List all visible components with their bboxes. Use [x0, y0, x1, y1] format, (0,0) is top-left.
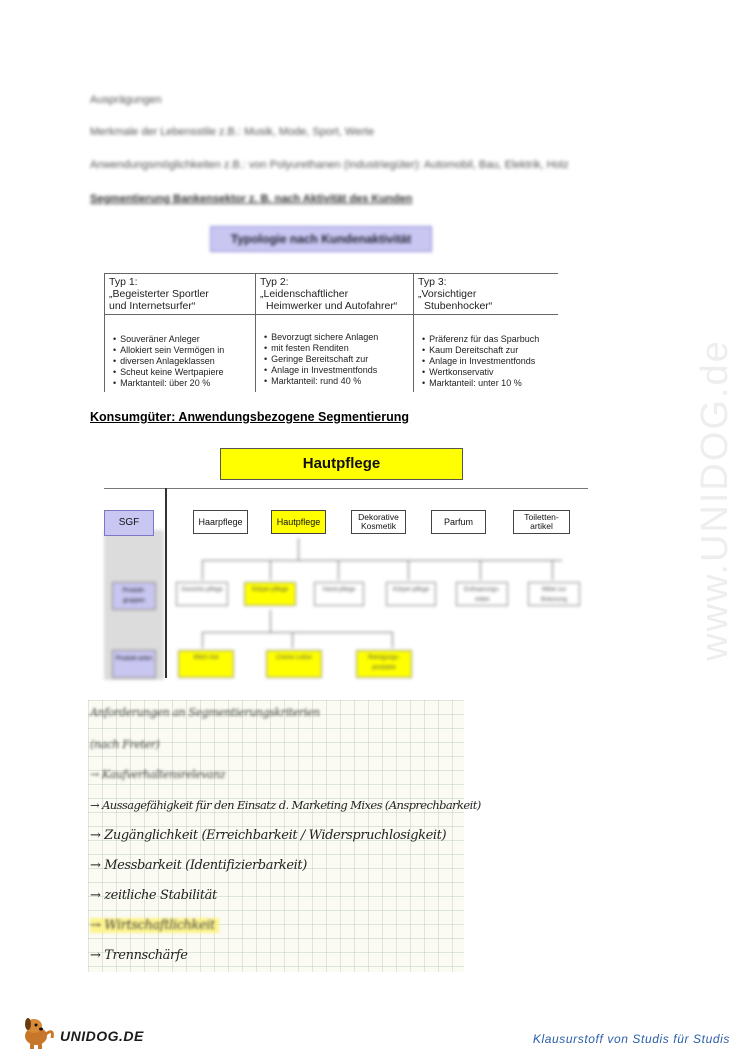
connector	[338, 560, 339, 580]
note-line-2: (nach Freter)	[90, 738, 160, 751]
connector	[298, 538, 299, 560]
typology-divider	[256, 314, 413, 315]
typology-head-2	[260, 276, 397, 312]
connector	[292, 632, 293, 648]
list-item: • Kaum Dereitschaft zur	[422, 345, 539, 356]
typ2-head-line: Heimwerker und Autofahrer“	[266, 300, 398, 312]
intro-line-3: Anwendungsmöglichkeiten z.B.: von Polyurethanen (Industriegüter): Automobil, Bau, Elektrik, Holz	[90, 159, 569, 171]
list-item: • Wertkonservativ	[422, 367, 539, 378]
product-type-box: Reinigungs-produkte	[356, 650, 412, 678]
typology-list-1	[113, 334, 224, 389]
sgf-item-parfum: Parfum	[431, 510, 486, 534]
diagram-product-tree	[104, 538, 588, 683]
product-type-box: Creme Lotion	[266, 650, 322, 678]
typ3-head-line: „Vorsichtiger	[418, 288, 477, 300]
typology-divider	[105, 314, 255, 315]
typology-column-1	[104, 274, 256, 392]
typology-table	[104, 273, 558, 392]
typology-title: Typologie nach Kundenaktivität	[210, 226, 432, 252]
sgf-item-haarpflege: Haarpflege	[193, 510, 248, 534]
list-item: • Scheut keine Wertpapiere	[113, 367, 224, 378]
connector	[270, 560, 271, 580]
logo-text: UNIDOG.DE	[60, 1028, 144, 1044]
sgf-label: SGF	[104, 510, 154, 536]
note-line-5: → Zugänglichkeit (Erreichbarkeit / Widerspruchlosigkeit)	[90, 828, 447, 843]
list-item: • Präferenz für das Sparbuch	[422, 334, 539, 345]
section-heading-consumer: Konsumgüter: Anwendungsbezogene Segmentierung	[90, 410, 409, 424]
note-line-1: Anforderungen an Segmentierungskriterien	[90, 706, 320, 719]
typology-column-3	[414, 274, 558, 392]
intro-line-4: Segmentierung Bankensektor z. B. nach Aktivität des Kunden	[90, 193, 413, 205]
top-box-hautpflege: Hautpflege	[220, 448, 463, 480]
typ1-head-line: „Begeisterter Sportler	[109, 288, 209, 300]
product-group-box: Gesichts-pflege	[176, 582, 228, 606]
product-group-box: Hand-pflege	[314, 582, 364, 606]
list-item: • Marktanteil: rund 40 %	[264, 376, 378, 387]
connector	[202, 632, 392, 633]
note-line-6: → Messbarkeit (Identifizierbarkeit)	[90, 858, 307, 873]
connector	[270, 610, 271, 632]
row-label-product-groups: Produkt-gruppen	[112, 582, 156, 610]
product-group-box: Mittel zur Bräunung	[528, 582, 580, 606]
list-item: • Anlage in Investmentfonds	[422, 356, 539, 367]
list-item: • Souveräner Anleger	[113, 334, 224, 345]
connector	[392, 632, 393, 648]
list-item: • Bevorzugt sichere Anlagen	[264, 332, 378, 343]
typology-head-1	[109, 276, 209, 312]
list-item: • Marktanteil: unter 10 %	[422, 378, 539, 389]
product-group-box: Enthaarungs-mittel	[456, 582, 508, 606]
connector	[202, 560, 203, 580]
typ2-head-line: „Leidenschaftlicher	[260, 288, 349, 300]
typ3-head-line: Stubenhocker“	[424, 300, 493, 312]
connector	[202, 560, 562, 561]
intro-line-1: Ausprägungen	[90, 94, 162, 106]
typ2-head-line: Typ 2:	[260, 276, 289, 288]
sgf-item-hautpflege: Hautpflege	[271, 510, 326, 534]
note-line-9: → Trennschärfe	[90, 948, 188, 963]
typology-divider	[414, 314, 558, 315]
product-group-box: Körper-pflege	[386, 582, 436, 606]
typ3-head-line: Typ 3:	[418, 276, 447, 288]
diagram-divider	[104, 488, 588, 489]
dog-icon	[22, 1014, 62, 1050]
product-type-box: Milch Gel	[178, 650, 234, 678]
typology-head-3	[418, 276, 492, 312]
list-item: • mit festen Renditen	[264, 343, 378, 354]
typ1-head-line: und Internetsurfer“	[109, 300, 196, 312]
list-item: • Marktanteil: über 20 %	[113, 378, 224, 389]
list-item: • Allokiert sein Vermögen in	[113, 345, 224, 356]
handwritten-notes	[88, 700, 481, 972]
connector	[480, 560, 481, 580]
row-label-product-types: Produkt-arten	[112, 650, 156, 678]
product-group-box: Körper-pflege	[244, 582, 296, 606]
watermark-text: www.UNIDOG.de	[694, 339, 736, 661]
list-item: • Geringe Bereitschaft zur	[264, 354, 378, 365]
note-line-3: → Kaufverhaltensrelevanz	[90, 768, 226, 781]
list-item: • Anlage in Investmentfonds	[264, 365, 378, 376]
note-line-7: → zeitliche Stabilität	[90, 888, 217, 903]
note-line-4: → Aussagefähigkeit für den Einsatz d. Marketing Mixes (Ansprechbarkeit)	[90, 798, 481, 812]
typology-column-2	[256, 274, 414, 392]
typology-list-2	[264, 332, 378, 387]
note-line-8: → Wirtschaftlichkeit	[90, 918, 219, 933]
connector	[202, 632, 203, 648]
sgf-item-toilettenartikel: Toiletten-artikel	[513, 510, 570, 534]
intro-line-2: Merkmale der Lebensstile z.B.: Musik, Mode, Sport, Werte	[90, 126, 375, 138]
list-item: • diversen Anlageklassen	[113, 356, 224, 367]
connector	[408, 560, 409, 580]
typology-list-3	[422, 334, 539, 389]
sgf-item-dekorative-kosmetik: Dekorative Kosmetik	[351, 510, 406, 534]
typ1-head-line: Typ 1:	[109, 276, 138, 288]
unidog-logo[interactable]	[22, 1014, 152, 1050]
connector	[552, 560, 553, 580]
footer-tagline: Klausurstoff von Studis für Studis	[532, 1032, 730, 1046]
